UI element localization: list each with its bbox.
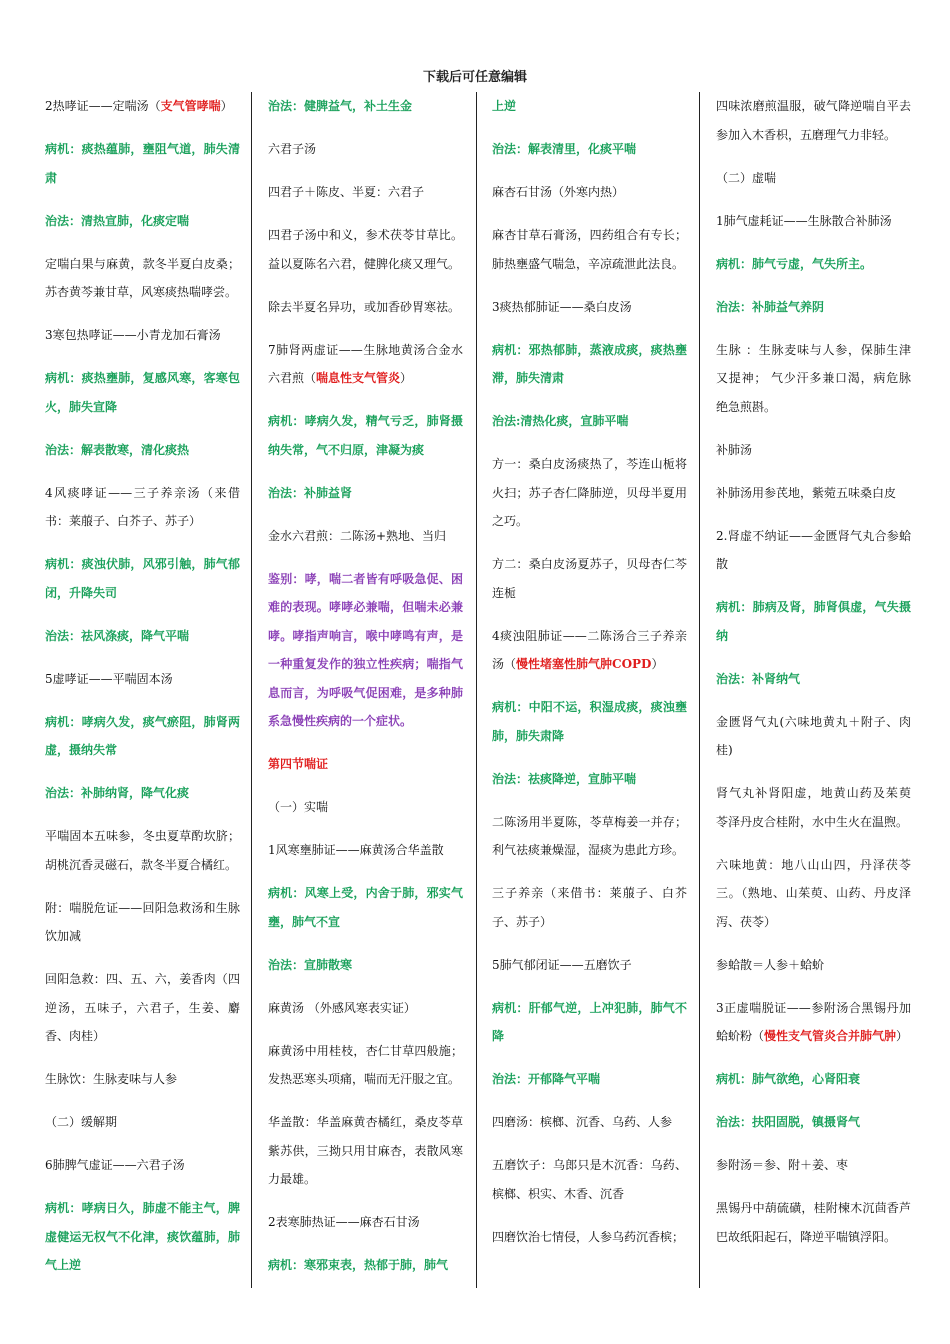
paragraph: 麻杏甘草石膏汤，四药组合有专长；肺热壅盛气喘急，辛凉疏泄此法良。 bbox=[492, 228, 687, 271]
pathogenesis-treatment-text: 上逆 bbox=[492, 99, 517, 113]
column-1 bbox=[45, 92, 240, 1288]
paragraph: 方一：桑白皮汤痰热了，芩连山栀将火扫；苏子杏仁降肺逆，贝母半夏用之巧。 bbox=[492, 457, 687, 528]
column-divider bbox=[251, 92, 252, 1288]
paragraph-text: 4痰浊阻肺证——二陈汤合三子养亲汤（ bbox=[492, 628, 687, 671]
paragraph: 麻黄汤 （外感风寒表实证） bbox=[268, 1000, 416, 1015]
pathogenesis-treatment-text: 病机：哮病久发，痰气瘀阻，肺肾两虚，摄纳失常 bbox=[45, 714, 240, 757]
column-4 bbox=[716, 92, 911, 1288]
paragraph: 五磨饮子：乌郎只是木沉香：乌药、槟榔、枳实、木香、沉香 bbox=[492, 1158, 687, 1201]
pathogenesis-treatment-text: 病机：寒邪束表，热郁于肺，肺气 bbox=[268, 1258, 449, 1272]
paragraph: 四磨饮治七情侵，人参乌药沉香槟； bbox=[492, 1229, 685, 1244]
paragraph: 6肺脾气虚证——六君子汤 bbox=[45, 1158, 185, 1172]
pathogenesis-treatment-text: 治法：祛风涤痰，降气平喘 bbox=[45, 628, 190, 643]
pathogenesis-treatment-text: 治法：补肺益肾 bbox=[268, 485, 353, 500]
pathogenesis-treatment-text: 治法：扶阳固脱，镇摄肾气 bbox=[716, 1115, 861, 1129]
pathogenesis-treatment-text: 治法：祛痰降逆，宣肺平喘 bbox=[492, 771, 637, 786]
paragraph: 肾气丸补肾阳虚，地黄山药及茱萸 苓泽丹皮合桂附，水中生火在温煦。 bbox=[716, 786, 911, 829]
paragraph-text: 2热哮证——定喘汤（ bbox=[45, 99, 161, 113]
pathogenesis-treatment-text: 治法：宣肺散寒 bbox=[268, 957, 353, 972]
pathogenesis-treatment-text: 病机：痰热蕴肺，壅阻气道，肺失清肃 bbox=[45, 142, 240, 185]
disease-highlight: 慢性堵塞性肺气肿COPD bbox=[516, 657, 652, 671]
paragraph: 3痰热郁肺证——桑白皮汤 bbox=[492, 299, 632, 314]
pathogenesis-treatment-text: 治法：补肾纳气 bbox=[716, 671, 801, 686]
pathogenesis-treatment-text: 治法：健脾益气，补土生金 bbox=[268, 99, 413, 113]
pathogenesis-treatment-text: 治法：清热宣肺，化痰定喘 bbox=[45, 213, 190, 228]
paragraph: 麻杏石甘汤（外寒内热） bbox=[492, 185, 625, 199]
paragraph bbox=[716, 994, 911, 1051]
section-heading: 第四节喘证 bbox=[268, 757, 329, 771]
disease-highlight: 慢性支气管炎合并肺气肿 bbox=[764, 1029, 897, 1043]
paragraph: （一）实喘 bbox=[268, 800, 329, 814]
paragraph: 金匮肾气丸(六味地黄丸＋附子、肉桂) bbox=[716, 714, 911, 757]
paragraph-text: ） bbox=[896, 1029, 909, 1043]
paragraph: 参蛤散＝人参＋蛤蚧 bbox=[716, 957, 825, 972]
paragraph-text: 3正虚喘脱证——参附汤合黑锡丹加蛤蚧粉（ bbox=[716, 1000, 911, 1043]
paragraph: 1风寒壅肺证——麻黄汤合华盖散 bbox=[268, 843, 444, 857]
paragraph: 1肺气虚耗证——生脉散合补肺汤 bbox=[716, 213, 892, 228]
paragraph: 三子养亲（来借书：莱菔子、白芥子、苏子） bbox=[492, 886, 687, 929]
paragraph: 附：喘脱危证——回阳急救汤和生脉饮加减 bbox=[45, 900, 240, 943]
paragraph: 生脉饮：生脉麦味与人参 bbox=[45, 1072, 178, 1086]
paragraph: 除去半夏名异功，或加香砂胃寒祛。 bbox=[268, 299, 461, 314]
paragraph: 六味地黄：地八山山四，丹泽茯苓三。（熟地、山茱萸、山药、丹皮泽泻、茯苓） bbox=[716, 857, 911, 929]
pathogenesis-treatment-text: 治法:清热化痰，宣肺平喘 bbox=[492, 414, 629, 428]
pathogenesis-treatment-text: 病机：肺气欲绝，心肾阳衰 bbox=[716, 1072, 861, 1086]
paragraph: 四磨汤：槟榔、沉香、乌药、人参 bbox=[492, 1115, 673, 1129]
pathogenesis-treatment-text: 病机：肺病及肾，肺肾俱虚，气失摄纳 bbox=[716, 600, 911, 643]
pathogenesis-treatment-text: 病机：肺气亏虚，气失所主。 bbox=[716, 256, 873, 271]
paragraph: 2.肾虚不纳证——金匮肾气丸合参蛤散 bbox=[716, 528, 911, 571]
paragraph: （二）虚喘 bbox=[716, 170, 777, 185]
column-divider bbox=[476, 92, 477, 1288]
pathogenesis-treatment-text: 治法：解表散寒，清化痰热 bbox=[45, 442, 190, 457]
paragraph bbox=[268, 336, 463, 393]
paragraph: （二）缓解期 bbox=[45, 1115, 118, 1129]
column-3 bbox=[492, 92, 687, 1288]
pathogenesis-treatment-text: 病机：哮病日久，肺虚不能主气，脾虚健运无权气不化津，痰饮蕴肺，肺气上逆 bbox=[45, 1201, 240, 1272]
paragraph-text: ） bbox=[220, 99, 233, 113]
disease-highlight: 喘息性支气管炎 bbox=[316, 371, 401, 385]
paragraph: 金水六君煎：二陈汤+熟地、当归 bbox=[268, 528, 447, 543]
column-divider bbox=[699, 92, 700, 1288]
pathogenesis-treatment-text: 病机：哮病久发，精气亏乏，肺肾摄纳失常，气不归原，津凝为痰 bbox=[268, 414, 463, 457]
paragraph: 华盖散：华盖麻黄杏橘红，桑皮苓草紫苏供，三拗只用甘麻杏，表散风寒力最雄。 bbox=[268, 1115, 463, 1186]
paragraph: 补肺汤 bbox=[716, 442, 753, 457]
paragraph bbox=[45, 92, 240, 121]
paragraph-text: 7肺肾两虚证——生脉地黄汤合金水六君煎（ bbox=[268, 342, 463, 385]
paragraph: 生脉 ：生脉麦味与人参，保肺生津又提神； 气少汗多兼口渴，病危脉绝急煎斟。 bbox=[716, 342, 911, 414]
paragraph: 5虚哮证——平喘固本汤 bbox=[45, 671, 173, 686]
paragraph: 六君子汤 bbox=[268, 142, 317, 156]
paragraph-text: ） bbox=[651, 657, 664, 671]
pathogenesis-treatment-text: 病机：痰热壅肺，复感风寒，客寒包火，肺失宣降 bbox=[45, 371, 240, 414]
paragraph: 四君子＋陈皮、半夏：六君子 bbox=[268, 185, 425, 199]
paragraph: 定喘白果与麻黄，款冬半夏白皮桑；苏杏黄芩兼甘草，风寒痰热喘哮尝。 bbox=[45, 256, 240, 299]
paragraph: 四味浓磨煎温服，破气降逆喘自平去参加入木香枳，五磨理气力非轻。 bbox=[716, 99, 911, 142]
paragraph: 回阳急救：四、五、六，姜香肉（四逆汤，五味子，六君子，生姜、麝香、肉桂） bbox=[45, 972, 240, 1043]
paragraph: 参附汤＝参、附＋姜、枣 bbox=[716, 1158, 849, 1172]
paragraph: 方二：桑白皮汤夏苏子，贝母杏仁芩连栀 bbox=[492, 557, 687, 600]
pathogenesis-treatment-text: 病机：肝郁气逆，上冲犯肺，肺气不降 bbox=[492, 1000, 687, 1043]
page-header: 下载后可任意编辑 bbox=[422, 70, 527, 85]
pathogenesis-treatment-text: 治法：补肺益气养阴 bbox=[716, 299, 825, 314]
paragraph: 5肺气郁闭证——五磨饮子 bbox=[492, 957, 632, 972]
paragraph-text: ） bbox=[400, 371, 413, 385]
paragraph: 4风痰哮证——三子养亲汤（来借书：莱菔子、白芥子、苏子） bbox=[45, 485, 240, 528]
paragraph bbox=[492, 622, 687, 679]
disease-highlight: 支气管哮喘 bbox=[160, 99, 221, 113]
paragraph: 平喘固本五味参，冬虫夏草酌坎脐；胡桃沉香灵磁石，款冬半夏合橘红。 bbox=[45, 829, 240, 872]
pathogenesis-treatment-text: 病机：中阳不运，积湿成痰，痰浊壅肺，肺失肃降 bbox=[492, 700, 687, 743]
pathogenesis-treatment-text: 病机：邪热郁肺，蒸液成痰，痰热壅滞，肺失清肃 bbox=[492, 342, 687, 385]
pathogenesis-treatment-text: 病机：痰浊伏肺，风邪引触，肺气郁闭，升降失司 bbox=[45, 557, 240, 600]
pathogenesis-treatment-text: 治法：补肺纳肾，降气化痰 bbox=[45, 786, 190, 800]
paragraph: 黑锡丹中葫硫磺，桂附楝木沉茴香芦巴故纸阳起石，降逆平喘镇浮阳。 bbox=[716, 1201, 911, 1244]
pathogenesis-treatment-text: 治法：解表清里，化痰平喘 bbox=[492, 142, 637, 156]
paragraph: 2表寒肺热证——麻杏石甘汤 bbox=[268, 1215, 420, 1229]
paragraph: 麻黄汤中用桂枝，杏仁甘草四般施；发热恶寒头项痛，喘而无汗服之宜。 bbox=[268, 1043, 463, 1086]
paragraph: 四君子汤中和义，参术茯苓甘草比。益以夏陈名六君，健脾化痰又理气。 bbox=[268, 228, 463, 271]
pathogenesis-treatment-text: 治法：开郁降气平喘 bbox=[492, 1072, 601, 1086]
paragraph: 3寒包热哮证——小青龙加石膏汤 bbox=[45, 328, 221, 342]
column-2 bbox=[268, 92, 463, 1288]
paragraph: 补肺汤用参芪地，紫菀五味桑白皮 bbox=[716, 485, 897, 500]
paragraph: 二陈汤用半夏陈，苓草梅姜一并存；利气祛痰兼燥湿，湿痰为患此方珍。 bbox=[492, 814, 687, 857]
pathogenesis-treatment-text: 病机：风寒上受，内舍于肺，邪实气壅，肺气不宣 bbox=[268, 886, 463, 929]
differential-note: 鉴别：哮，喘二者皆有呼吸急促、困难的表现。哮哮必兼喘，但喘未必兼哮。哮指声响言，喉中哮鸣有声，是一种重复发作的独立性疾病；喘指气息而言，为呼吸气促困难，是多种肺系急慢性疾病的一个症状。 bbox=[268, 571, 463, 728]
